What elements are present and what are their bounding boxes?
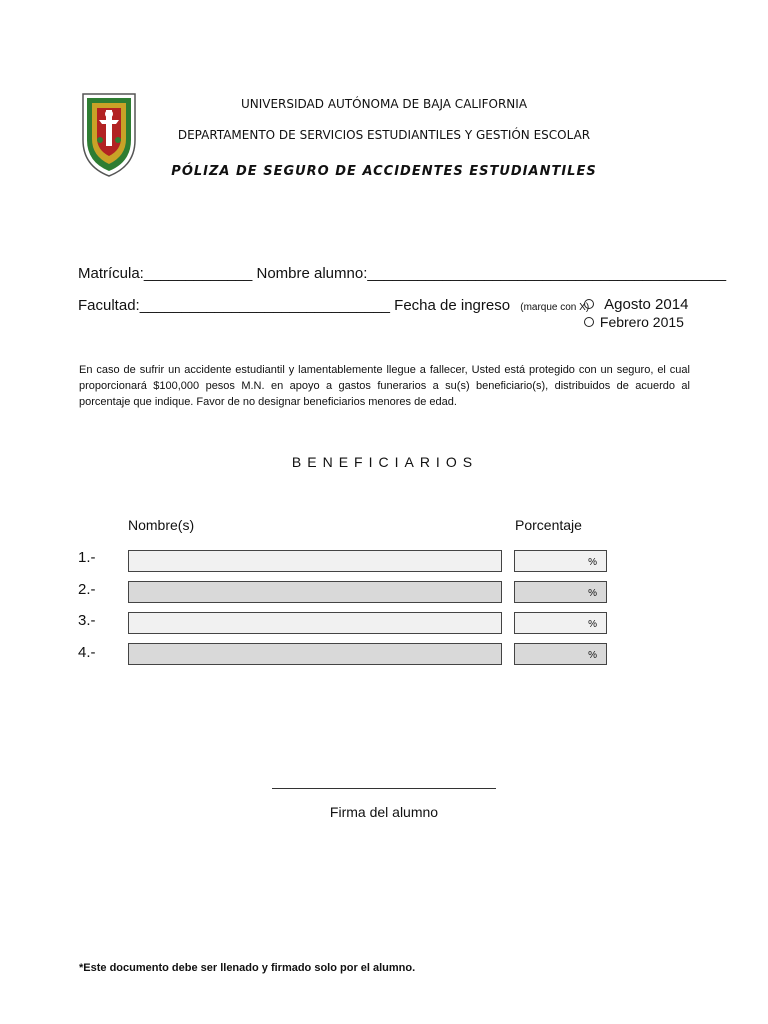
footer-note: *Este documento debe ser llenado y firmado solo por el alumno.: [79, 962, 416, 974]
col-nombre-header: Nombre(s): [128, 517, 195, 533]
facultad-field[interactable]: ______________________________: [139, 297, 390, 314]
page-title: PÓLIZA DE SEGURO DE ACCIDENTES ESTUDIANTILES: [171, 164, 597, 179]
insurance-description: En caso de sufrir un accidente estudiantil y lamentablemente llegue a fallecer, Usted está protegido con un seguro, el cual proporcionará $100,000 pesos M.N. en apoyo a gastos funerarios a su(s) beneficiario(s), distribuidos de acuerdo al porcentaje que indique. Favor de no designar beneficiarios menores de edad.: [79, 364, 690, 408]
matricula-field[interactable]: _____________: [143, 265, 253, 282]
matricula-label: Matrícula:: [78, 265, 144, 282]
fecha-label: Fecha de ingreso: [394, 297, 511, 314]
row-number-2: 2.-: [78, 581, 96, 598]
row-number-3: 3.-: [78, 612, 96, 629]
option-febrero-label: Febrero 2015: [599, 314, 684, 330]
row-number-4: 4.-: [78, 644, 96, 661]
facultad-label: Facultad:: [78, 297, 140, 314]
matricula-row: [78, 265, 726, 282]
percent-sign: %: [588, 650, 597, 661]
department-name: DEPARTAMENTO DE SERVICIOS ESTUDIANTILES Y GESTIÓN ESCOLAR: [177, 128, 591, 142]
university-name: UNIVERSIDAD AUTÓNOMA DE BAJA CALIFORNIA: [240, 97, 528, 111]
beneficiary-name-field-2[interactable]: [128, 581, 502, 603]
percent-sign: %: [588, 557, 597, 568]
beneficiary-percent-field-2[interactable]: [514, 581, 607, 603]
beneficiary-percent-field-4[interactable]: [514, 643, 607, 665]
option-agosto-label: Agosto 2014: [604, 296, 689, 313]
signature-label: Firma del alumno: [329, 804, 439, 820]
nombre-label: Nombre alumno:: [256, 265, 368, 282]
row-number-1: 1.-: [78, 549, 96, 566]
nombre-field[interactable]: ___________________________________________: [367, 265, 727, 282]
facultad-row: [78, 297, 589, 314]
option-agosto[interactable]: [584, 296, 688, 313]
percent-sign: %: [588, 588, 597, 599]
radio-febrero[interactable]: [584, 317, 594, 327]
beneficiary-name-field-1[interactable]: [128, 550, 502, 572]
percent-sign: %: [588, 619, 597, 630]
beneficiary-percent-field-3[interactable]: [514, 612, 607, 634]
col-porcentaje-header: Porcentaje: [515, 517, 582, 533]
fecha-hint: (marque con X): [520, 302, 590, 313]
option-febrero[interactable]: [584, 314, 684, 330]
signature-line[interactable]: [272, 788, 496, 789]
beneficiarios-heading: BENEFICIARIOS: [291, 454, 479, 470]
beneficiary-name-field-4[interactable]: [128, 643, 502, 665]
radio-agosto[interactable]: [584, 299, 594, 309]
beneficiary-percent-field-1[interactable]: [514, 550, 607, 572]
beneficiary-name-field-3[interactable]: [128, 612, 502, 634]
